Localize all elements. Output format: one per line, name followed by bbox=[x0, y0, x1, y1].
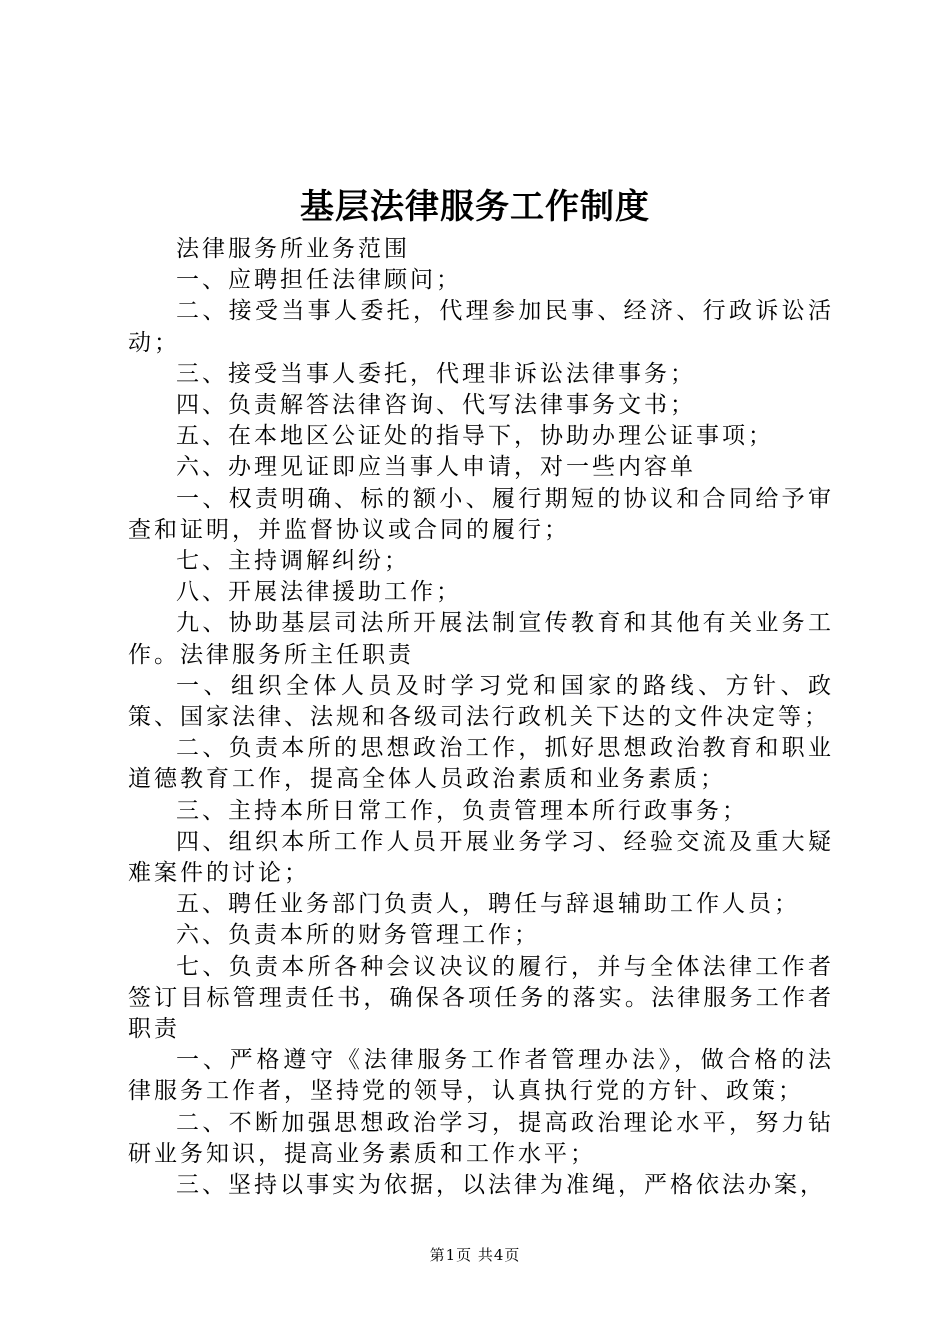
page-number-footer: 第1页 共4页 bbox=[429, 1246, 521, 1264]
document-body bbox=[128, 234, 834, 1201]
paragraph: 法律服务所业务范围 bbox=[176, 236, 410, 262]
paragraph: 九、协助基层司法所开展法制宣传教育和其他有关业务工作。法律服务所主任职责 bbox=[128, 610, 834, 668]
paragraph: 五、聘任业务部门负责人，聘任与辞退辅助工作人员； bbox=[176, 891, 800, 918]
paragraph: 一、严格遵守《法律服务工作者管理办法》，做合格的法律服务工作者，坚持党的领导，认真执行党的方针、政策； bbox=[128, 1047, 834, 1105]
paragraph: 一、应聘担任法律顾问； bbox=[176, 267, 462, 294]
paragraph: 七、负责本所各种会议决议的履行，并与全体法律工作者签订目标管理责任书，确保各项任务的落实。法律服务工作者职责 bbox=[128, 953, 834, 1043]
document-title: 基层法律服务工作制度 bbox=[300, 187, 650, 227]
paragraph: 一、组织全体人员及时学习党和国家的路线、方针、政策、国家法律、法规和各级司法行政机关下达的文件决定等； bbox=[128, 672, 834, 731]
paragraph: 六、办理见证即应当事人申请，对一些内容单 bbox=[176, 454, 696, 481]
paragraph: 六、负责本所的财务管理工作； bbox=[176, 922, 540, 949]
paragraph: 二、接受当事人委托，代理参加民事、经济、行政诉讼活动； bbox=[128, 298, 834, 356]
paragraph: 七、主持调解纠纷； bbox=[176, 548, 410, 575]
paragraph: 三、坚持以事实为依据，以法律为准绳，严格依法办案， bbox=[176, 1172, 826, 1199]
paragraph: 五、在本地区公证处的指导下，协助办理公证事项； bbox=[176, 423, 774, 450]
paragraph: 一、权责明确、标的额小、履行期短的协议和合同给予审查和证明，并监督协议或合同的履行； bbox=[128, 485, 834, 543]
paragraph: 三、接受当事人委托，代理非诉讼法律事务； bbox=[176, 360, 696, 387]
paragraph: 四、负责解答法律咨询、代写法律事务文书； bbox=[176, 392, 696, 419]
paragraph: 三、主持本所日常工作，负责管理本所行政事务； bbox=[176, 797, 748, 824]
paragraph: 二、负责本所的思想政治工作，抓好思想政治教育和职业道德教育工作，提高全体人员政治素质和业务素质； bbox=[128, 735, 834, 793]
paragraph: 八、开展法律援助工作； bbox=[176, 579, 462, 606]
paragraph: 四、组织本所工作人员开展业务学习、经验交流及重大疑难案件的讨论； bbox=[128, 828, 834, 887]
paragraph: 二、不断加强思想政治学习，提高政治理论水平，努力钻研业务知识，提高业务素质和工作水平； bbox=[128, 1109, 834, 1167]
